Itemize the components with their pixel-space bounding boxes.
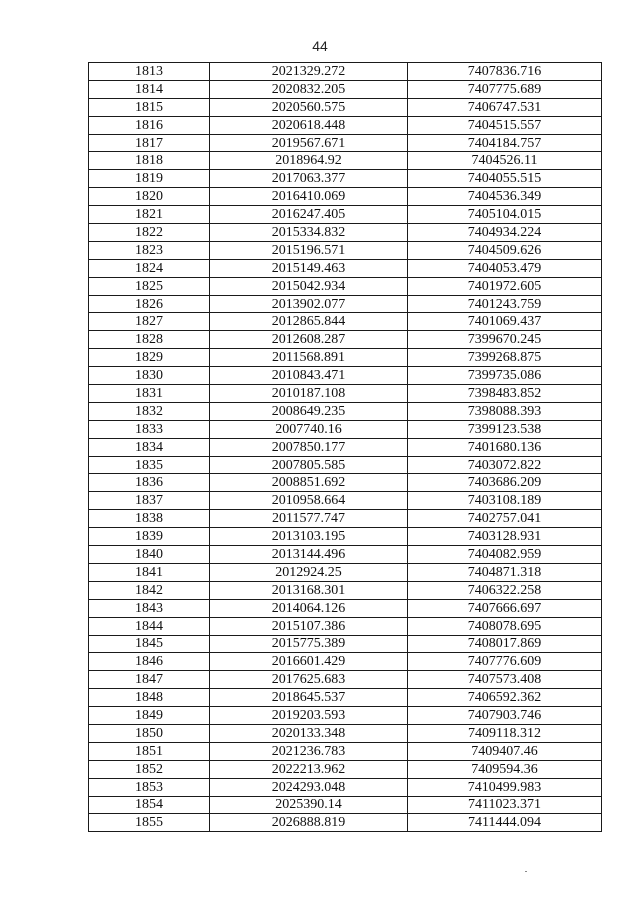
table-row	[89, 98, 602, 116]
point-number-cell: 1827	[89, 313, 210, 331]
table-row	[89, 742, 602, 760]
y-coordinate-cell: 7408017.869	[408, 635, 602, 653]
x-coordinate-cell: 2018964.92	[210, 152, 408, 170]
table-row	[89, 188, 602, 206]
table-row	[89, 581, 602, 599]
x-coordinate-cell: 2011577.747	[210, 510, 408, 528]
y-coordinate-cell: 7404184.757	[408, 134, 602, 152]
point-number-cell: 1842	[89, 581, 210, 599]
point-number-cell: 1817	[89, 134, 210, 152]
x-coordinate-cell: 2017625.683	[210, 671, 408, 689]
y-coordinate-cell: 7404515.557	[408, 116, 602, 134]
table-row	[89, 689, 602, 707]
y-coordinate-cell: 7401069.437	[408, 313, 602, 331]
point-number-cell: 1841	[89, 563, 210, 581]
point-number-cell: 1848	[89, 689, 210, 707]
table-row	[89, 492, 602, 510]
x-coordinate-cell: 2016247.405	[210, 206, 408, 224]
x-coordinate-cell: 2020560.575	[210, 98, 408, 116]
table-row	[89, 528, 602, 546]
point-number-cell: 1814	[89, 80, 210, 98]
x-coordinate-cell: 2015107.386	[210, 617, 408, 635]
y-coordinate-cell: 7406747.531	[408, 98, 602, 116]
table-row	[89, 170, 602, 188]
x-coordinate-cell: 2011568.891	[210, 349, 408, 367]
table-row	[89, 438, 602, 456]
x-coordinate-cell: 2015149.463	[210, 259, 408, 277]
x-coordinate-cell: 2013103.195	[210, 528, 408, 546]
y-coordinate-cell: 7408078.695	[408, 617, 602, 635]
table-row	[89, 707, 602, 725]
y-coordinate-cell: 7403686.209	[408, 474, 602, 492]
y-coordinate-cell: 7410499.983	[408, 778, 602, 796]
point-number-cell: 1844	[89, 617, 210, 635]
table-row	[89, 599, 602, 617]
y-coordinate-cell: 7403128.931	[408, 528, 602, 546]
point-number-cell: 1836	[89, 474, 210, 492]
point-number-cell: 1852	[89, 760, 210, 778]
y-coordinate-cell: 7403072.822	[408, 456, 602, 474]
y-coordinate-cell: 7402757.041	[408, 510, 602, 528]
y-coordinate-cell: 7399670.245	[408, 331, 602, 349]
y-coordinate-cell: 7399123.538	[408, 420, 602, 438]
x-coordinate-cell: 2012924.25	[210, 563, 408, 581]
point-number-cell: 1825	[89, 277, 210, 295]
y-coordinate-cell: 7407776.609	[408, 653, 602, 671]
y-coordinate-cell: 7398088.393	[408, 402, 602, 420]
point-number-cell: 1833	[89, 420, 210, 438]
table-row	[89, 206, 602, 224]
table-row	[89, 331, 602, 349]
point-number-cell: 1831	[89, 385, 210, 403]
point-number-cell: 1819	[89, 170, 210, 188]
table-row	[89, 724, 602, 742]
coordinates-table-body	[89, 63, 602, 832]
y-coordinate-cell: 7401972.605	[408, 277, 602, 295]
y-coordinate-cell: 7405104.015	[408, 206, 602, 224]
x-coordinate-cell: 2024293.048	[210, 778, 408, 796]
table-row	[89, 474, 602, 492]
table-row	[89, 563, 602, 581]
y-coordinate-cell: 7409594.36	[408, 760, 602, 778]
point-number-cell: 1823	[89, 241, 210, 259]
x-coordinate-cell: 2021236.783	[210, 742, 408, 760]
x-coordinate-cell: 2019203.593	[210, 707, 408, 725]
y-coordinate-cell: 7409407.46	[408, 742, 602, 760]
table-row	[89, 134, 602, 152]
x-coordinate-cell: 2013902.077	[210, 295, 408, 313]
y-coordinate-cell: 7411023.371	[408, 796, 602, 814]
y-coordinate-cell: 7404509.626	[408, 241, 602, 259]
x-coordinate-cell: 2019567.671	[210, 134, 408, 152]
y-coordinate-cell: 7406322.258	[408, 581, 602, 599]
table-row	[89, 510, 602, 528]
table-row	[89, 402, 602, 420]
point-number-cell: 1845	[89, 635, 210, 653]
y-coordinate-cell: 7407573.408	[408, 671, 602, 689]
table-row	[89, 259, 602, 277]
x-coordinate-cell: 2022213.962	[210, 760, 408, 778]
point-number-cell: 1822	[89, 224, 210, 242]
table-row	[89, 349, 602, 367]
y-coordinate-cell: 7404053.479	[408, 259, 602, 277]
table-row	[89, 80, 602, 98]
x-coordinate-cell: 2007805.585	[210, 456, 408, 474]
x-coordinate-cell: 2025390.14	[210, 796, 408, 814]
point-number-cell: 1837	[89, 492, 210, 510]
table-row	[89, 152, 602, 170]
point-number-cell: 1816	[89, 116, 210, 134]
y-coordinate-cell: 7404082.959	[408, 546, 602, 564]
x-coordinate-cell: 2017063.377	[210, 170, 408, 188]
point-number-cell: 1847	[89, 671, 210, 689]
coordinates-table	[88, 62, 602, 832]
table-row	[89, 671, 602, 689]
point-number-cell: 1829	[89, 349, 210, 367]
point-number-cell: 1828	[89, 331, 210, 349]
table-row	[89, 456, 602, 474]
point-number-cell: 1840	[89, 546, 210, 564]
point-number-cell: 1824	[89, 259, 210, 277]
table-row	[89, 385, 602, 403]
point-number-cell: 1813	[89, 63, 210, 81]
x-coordinate-cell: 2008649.235	[210, 402, 408, 420]
y-coordinate-cell: 7407836.716	[408, 63, 602, 81]
point-number-cell: 1832	[89, 402, 210, 420]
table-row	[89, 778, 602, 796]
point-number-cell: 1820	[89, 188, 210, 206]
x-coordinate-cell: 2020832.205	[210, 80, 408, 98]
point-number-cell: 1826	[89, 295, 210, 313]
point-number-cell: 1838	[89, 510, 210, 528]
point-number-cell: 1843	[89, 599, 210, 617]
y-coordinate-cell: 7407775.689	[408, 80, 602, 98]
point-number-cell: 1821	[89, 206, 210, 224]
y-coordinate-cell: 7404871.318	[408, 563, 602, 581]
y-coordinate-cell: 7407903.746	[408, 707, 602, 725]
x-coordinate-cell: 2016601.429	[210, 653, 408, 671]
table-row	[89, 367, 602, 385]
x-coordinate-cell: 2015196.571	[210, 241, 408, 259]
x-coordinate-cell: 2014064.126	[210, 599, 408, 617]
point-number-cell: 1855	[89, 814, 210, 832]
point-number-cell: 1846	[89, 653, 210, 671]
x-coordinate-cell: 2020618.448	[210, 116, 408, 134]
table-row	[89, 814, 602, 832]
x-coordinate-cell: 2013168.301	[210, 581, 408, 599]
page-number: 44	[312, 38, 328, 54]
y-coordinate-cell: 7404526.11	[408, 152, 602, 170]
x-coordinate-cell: 2015042.934	[210, 277, 408, 295]
table-row	[89, 313, 602, 331]
y-coordinate-cell: 7404934.224	[408, 224, 602, 242]
table-row	[89, 420, 602, 438]
table-row	[89, 241, 602, 259]
table-row	[89, 617, 602, 635]
y-coordinate-cell: 7401243.759	[408, 295, 602, 313]
x-coordinate-cell: 2010187.108	[210, 385, 408, 403]
table-row	[89, 635, 602, 653]
point-number-cell: 1818	[89, 152, 210, 170]
table-row	[89, 63, 602, 81]
y-coordinate-cell: 7398483.852	[408, 385, 602, 403]
point-number-cell: 1815	[89, 98, 210, 116]
x-coordinate-cell: 2026888.819	[210, 814, 408, 832]
point-number-cell: 1849	[89, 707, 210, 725]
y-coordinate-cell: 7407666.697	[408, 599, 602, 617]
point-number-cell: 1854	[89, 796, 210, 814]
x-coordinate-cell: 2012608.287	[210, 331, 408, 349]
x-coordinate-cell: 2018645.537	[210, 689, 408, 707]
y-coordinate-cell: 7399268.875	[408, 349, 602, 367]
x-coordinate-cell: 2012865.844	[210, 313, 408, 331]
point-number-cell: 1853	[89, 778, 210, 796]
x-coordinate-cell: 2020133.348	[210, 724, 408, 742]
x-coordinate-cell: 2016410.069	[210, 188, 408, 206]
table-row	[89, 224, 602, 242]
y-coordinate-cell: 7409118.312	[408, 724, 602, 742]
y-coordinate-cell: 7404536.349	[408, 188, 602, 206]
table-row	[89, 116, 602, 134]
scan-speck	[525, 871, 527, 872]
x-coordinate-cell: 2010958.664	[210, 492, 408, 510]
table-row	[89, 760, 602, 778]
y-coordinate-cell: 7404055.515	[408, 170, 602, 188]
x-coordinate-cell: 2021329.272	[210, 63, 408, 81]
y-coordinate-cell: 7411444.094	[408, 814, 602, 832]
y-coordinate-cell: 7403108.189	[408, 492, 602, 510]
y-coordinate-cell: 7406592.362	[408, 689, 602, 707]
y-coordinate-cell: 7399735.086	[408, 367, 602, 385]
x-coordinate-cell: 2007850.177	[210, 438, 408, 456]
x-coordinate-cell: 2015334.832	[210, 224, 408, 242]
point-number-cell: 1830	[89, 367, 210, 385]
table-row	[89, 653, 602, 671]
x-coordinate-cell: 2008851.692	[210, 474, 408, 492]
table-row	[89, 546, 602, 564]
point-number-cell: 1835	[89, 456, 210, 474]
point-number-cell: 1851	[89, 742, 210, 760]
x-coordinate-cell: 2007740.16	[210, 420, 408, 438]
y-coordinate-cell: 7401680.136	[408, 438, 602, 456]
table-row	[89, 796, 602, 814]
x-coordinate-cell: 2013144.496	[210, 546, 408, 564]
point-number-cell: 1839	[89, 528, 210, 546]
table-row	[89, 277, 602, 295]
point-number-cell: 1850	[89, 724, 210, 742]
x-coordinate-cell: 2010843.471	[210, 367, 408, 385]
x-coordinate-cell: 2015775.389	[210, 635, 408, 653]
point-number-cell: 1834	[89, 438, 210, 456]
table-row	[89, 295, 602, 313]
